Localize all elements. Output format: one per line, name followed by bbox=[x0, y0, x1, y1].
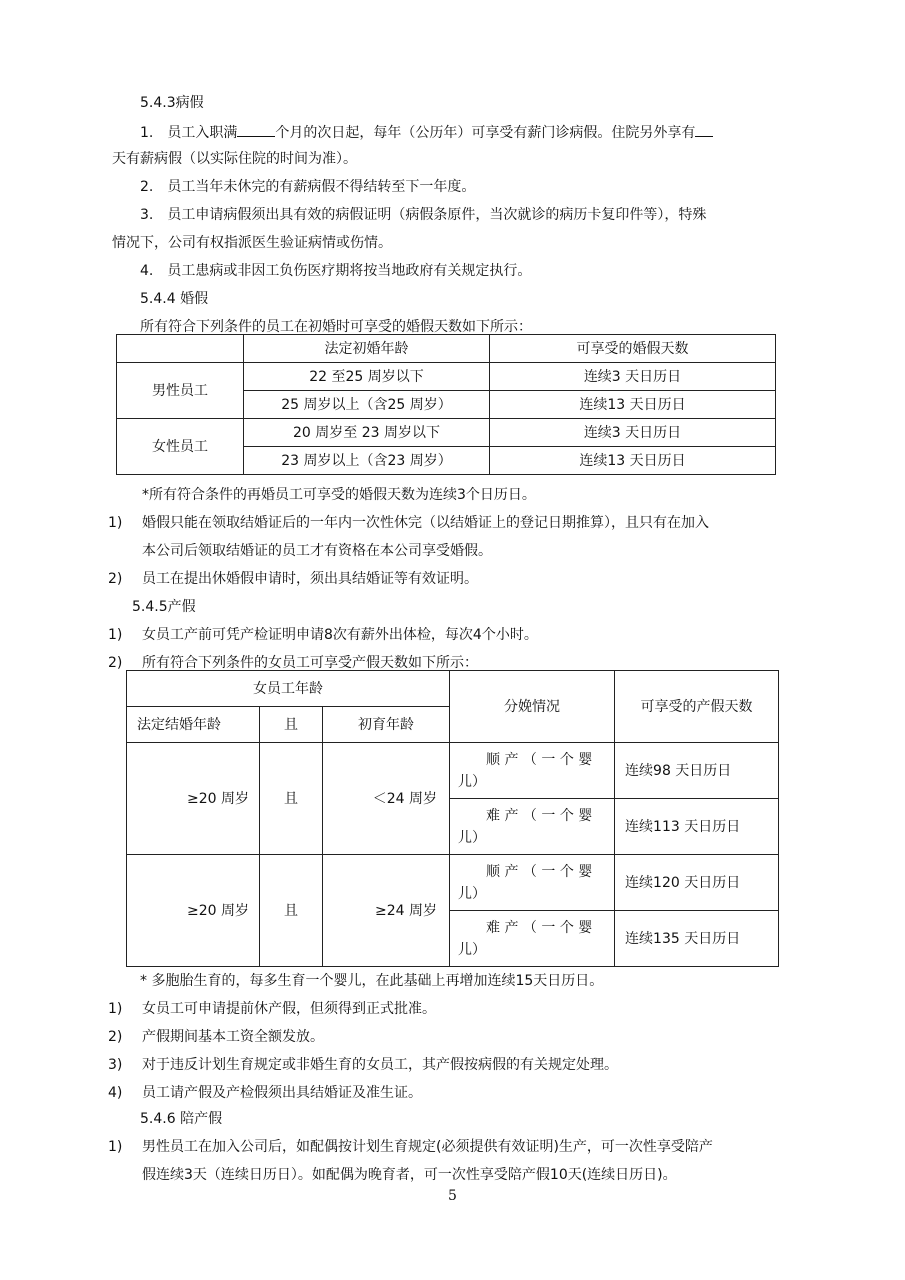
maternity-leave-table bbox=[126, 670, 779, 967]
paternity-rule-1-cont: 假连续3天（连续日历日）。如配偶为晚育者，可一次性享受陪产假10天(连续日历日)。 bbox=[142, 1167, 677, 1183]
table-row bbox=[127, 855, 779, 911]
rule-number: 3) bbox=[108, 1057, 123, 1073]
delivery-cell: 顺 产 （ 一 个 婴 儿） bbox=[450, 743, 615, 799]
first-birth-age-cell: ＜24 周岁 bbox=[323, 743, 450, 855]
section-5-4-6-title: 5.4.6 陪产假 bbox=[140, 1111, 223, 1127]
blank-line bbox=[237, 122, 275, 137]
header-cell: 可享受的婚假天数 bbox=[490, 335, 776, 363]
rule-number: 1) bbox=[108, 1139, 123, 1155]
first-birth-age-cell: ≥24 周岁 bbox=[323, 855, 450, 967]
table-cell: 连续3 天日历日 bbox=[490, 363, 776, 391]
group-label: 女性员工 bbox=[117, 419, 244, 475]
blank-line bbox=[695, 122, 713, 137]
header-cell-female-age: 女员工年龄 bbox=[127, 671, 450, 707]
table-row bbox=[127, 743, 779, 799]
sick-leave-item-1: 1. 员工入职满 个月的次日起，每年（公历年）可享受有薪门诊病假。住院另外享有 bbox=[140, 122, 713, 142]
maternity-after-2: 产假期间基本工资全额发放。 bbox=[142, 1029, 324, 1045]
header-cell bbox=[117, 335, 244, 363]
header-cell: 且 bbox=[260, 707, 323, 743]
paternity-rule-1: 男性员工在加入公司后，如配偶按计划生育规定(必须提供有效证明)生产，可一次性享受陪产 bbox=[142, 1139, 713, 1155]
section-5-4-3-title: 5.4.3病假 bbox=[140, 95, 204, 111]
days-cell: 连续120 天日历日 bbox=[615, 855, 779, 911]
table-cell: 20 周岁至 23 周岁以下 bbox=[244, 419, 490, 447]
rule-number: 2) bbox=[108, 655, 123, 671]
header-cell: 法定结婚年龄 bbox=[127, 707, 260, 743]
delivery-cell: 难 产 （ 一 个 婴 儿） bbox=[450, 799, 615, 855]
sick-leave-item-3-cont: 情况下，公司有权指派医生验证病情或伤情。 bbox=[112, 235, 392, 251]
header-cell: 初育年龄 bbox=[323, 707, 450, 743]
header-cell: 法定初婚年龄 bbox=[244, 335, 490, 363]
delivery-cell: 顺 产 （ 一 个 婴 儿） bbox=[450, 855, 615, 911]
header-cell-days: 可享受的产假天数 bbox=[615, 671, 779, 743]
delivery-cell: 难 产 （ 一 个 婴 儿） bbox=[450, 911, 615, 967]
marriage-rule-1: 婚假只能在领取结婚证后的一年内一次性休完（以结婚证上的登记日期推算），且只有在加入 bbox=[142, 515, 709, 531]
group-label: 男性员工 bbox=[117, 363, 244, 419]
maternity-rule-1: 女员工产前可凭产检证明申请8次有薪外出体检，每次4个小时。 bbox=[142, 627, 538, 643]
page-number: 5 bbox=[448, 1188, 457, 1204]
table-row bbox=[117, 419, 776, 447]
days-cell: 连续135 天日历日 bbox=[615, 911, 779, 967]
sick-leave-item-4: 4. 员工患病或非因工负伤医疗期将按当地政府有关规定执行。 bbox=[140, 263, 532, 279]
rule-number: 4) bbox=[108, 1085, 123, 1101]
rule-number: 2) bbox=[108, 571, 123, 587]
header-cell-delivery: 分娩情况 bbox=[450, 671, 615, 743]
table-cell: 连续3 天日历日 bbox=[490, 419, 776, 447]
rule-number: 2) bbox=[108, 1029, 123, 1045]
and-cell: 且 bbox=[260, 855, 323, 967]
marriage-age-cell: ≥20 周岁 bbox=[127, 743, 260, 855]
sick-leave-item-2: 2. 员工当年未休完的有薪病假不得结转至下一年度。 bbox=[140, 179, 476, 195]
sick-leave-item-1-cont: 天有薪病假（以实际住院的时间为准）。 bbox=[112, 151, 357, 167]
section-5-4-4-title: 5.4.4 婚假 bbox=[140, 291, 209, 307]
marriage-rule-2: 员工在提出休婚假申请时，须出具结婚证等有效证明。 bbox=[142, 571, 478, 587]
maternity-rule-2: 所有符合下列条件的女员工可享受产假天数如下所示： bbox=[142, 655, 478, 671]
sick-leave-item-3: 3. 员工申请病假须出具有效的病假证明（病假条原件，当次就诊的病历卡复印件等），特殊 bbox=[140, 207, 707, 223]
table-cell: 23 周岁以上（含23 周岁） bbox=[244, 447, 490, 475]
rule-number: 1) bbox=[108, 627, 123, 643]
table-cell: 连续13 天日历日 bbox=[490, 447, 776, 475]
and-cell: 且 bbox=[260, 743, 323, 855]
maternity-after-4: 员工请产假及产检假须出具结婚证及准生证。 bbox=[142, 1085, 422, 1101]
rule-number: 1) bbox=[108, 515, 123, 531]
days-cell: 连续98 天日历日 bbox=[615, 743, 779, 799]
marriage-age-cell: ≥20 周岁 bbox=[127, 855, 260, 967]
days-cell: 连续113 天日历日 bbox=[615, 799, 779, 855]
maternity-after-1: 女员工可申请提前休产假，但须得到正式批准。 bbox=[142, 1001, 436, 1017]
table-header-row bbox=[127, 671, 779, 707]
table-cell: 连续13 天日历日 bbox=[490, 391, 776, 419]
marriage-intro: 所有符合下列条件的员工在初婚时可享受的婚假天数如下所示： bbox=[140, 319, 532, 335]
table-row bbox=[117, 363, 776, 391]
rule-number: 1) bbox=[108, 1001, 123, 1017]
marriage-leave-table bbox=[116, 334, 776, 475]
table-header-row bbox=[117, 335, 776, 363]
table-cell: 25 周岁以上（含25 周岁） bbox=[244, 391, 490, 419]
maternity-after-3: 对于违反计划生育规定或非婚生育的女员工，其产假按病假的有关规定处理。 bbox=[142, 1057, 618, 1073]
marriage-rule-1-cont: 本公司后领取结婚证的员工才有资格在本公司享受婚假。 bbox=[142, 543, 492, 559]
section-5-4-5-title: 5.4.5产假 bbox=[132, 599, 196, 615]
remarriage-note: *所有符合条件的再婚员工可享受的婚假天数为连续3个日历日。 bbox=[142, 487, 536, 503]
table-cell: 22 至25 周岁以下 bbox=[244, 363, 490, 391]
multiple-birth-note: * 多胞胎生育的，每多生育一个婴儿，在此基础上再增加连续15天日历日。 bbox=[140, 973, 604, 989]
